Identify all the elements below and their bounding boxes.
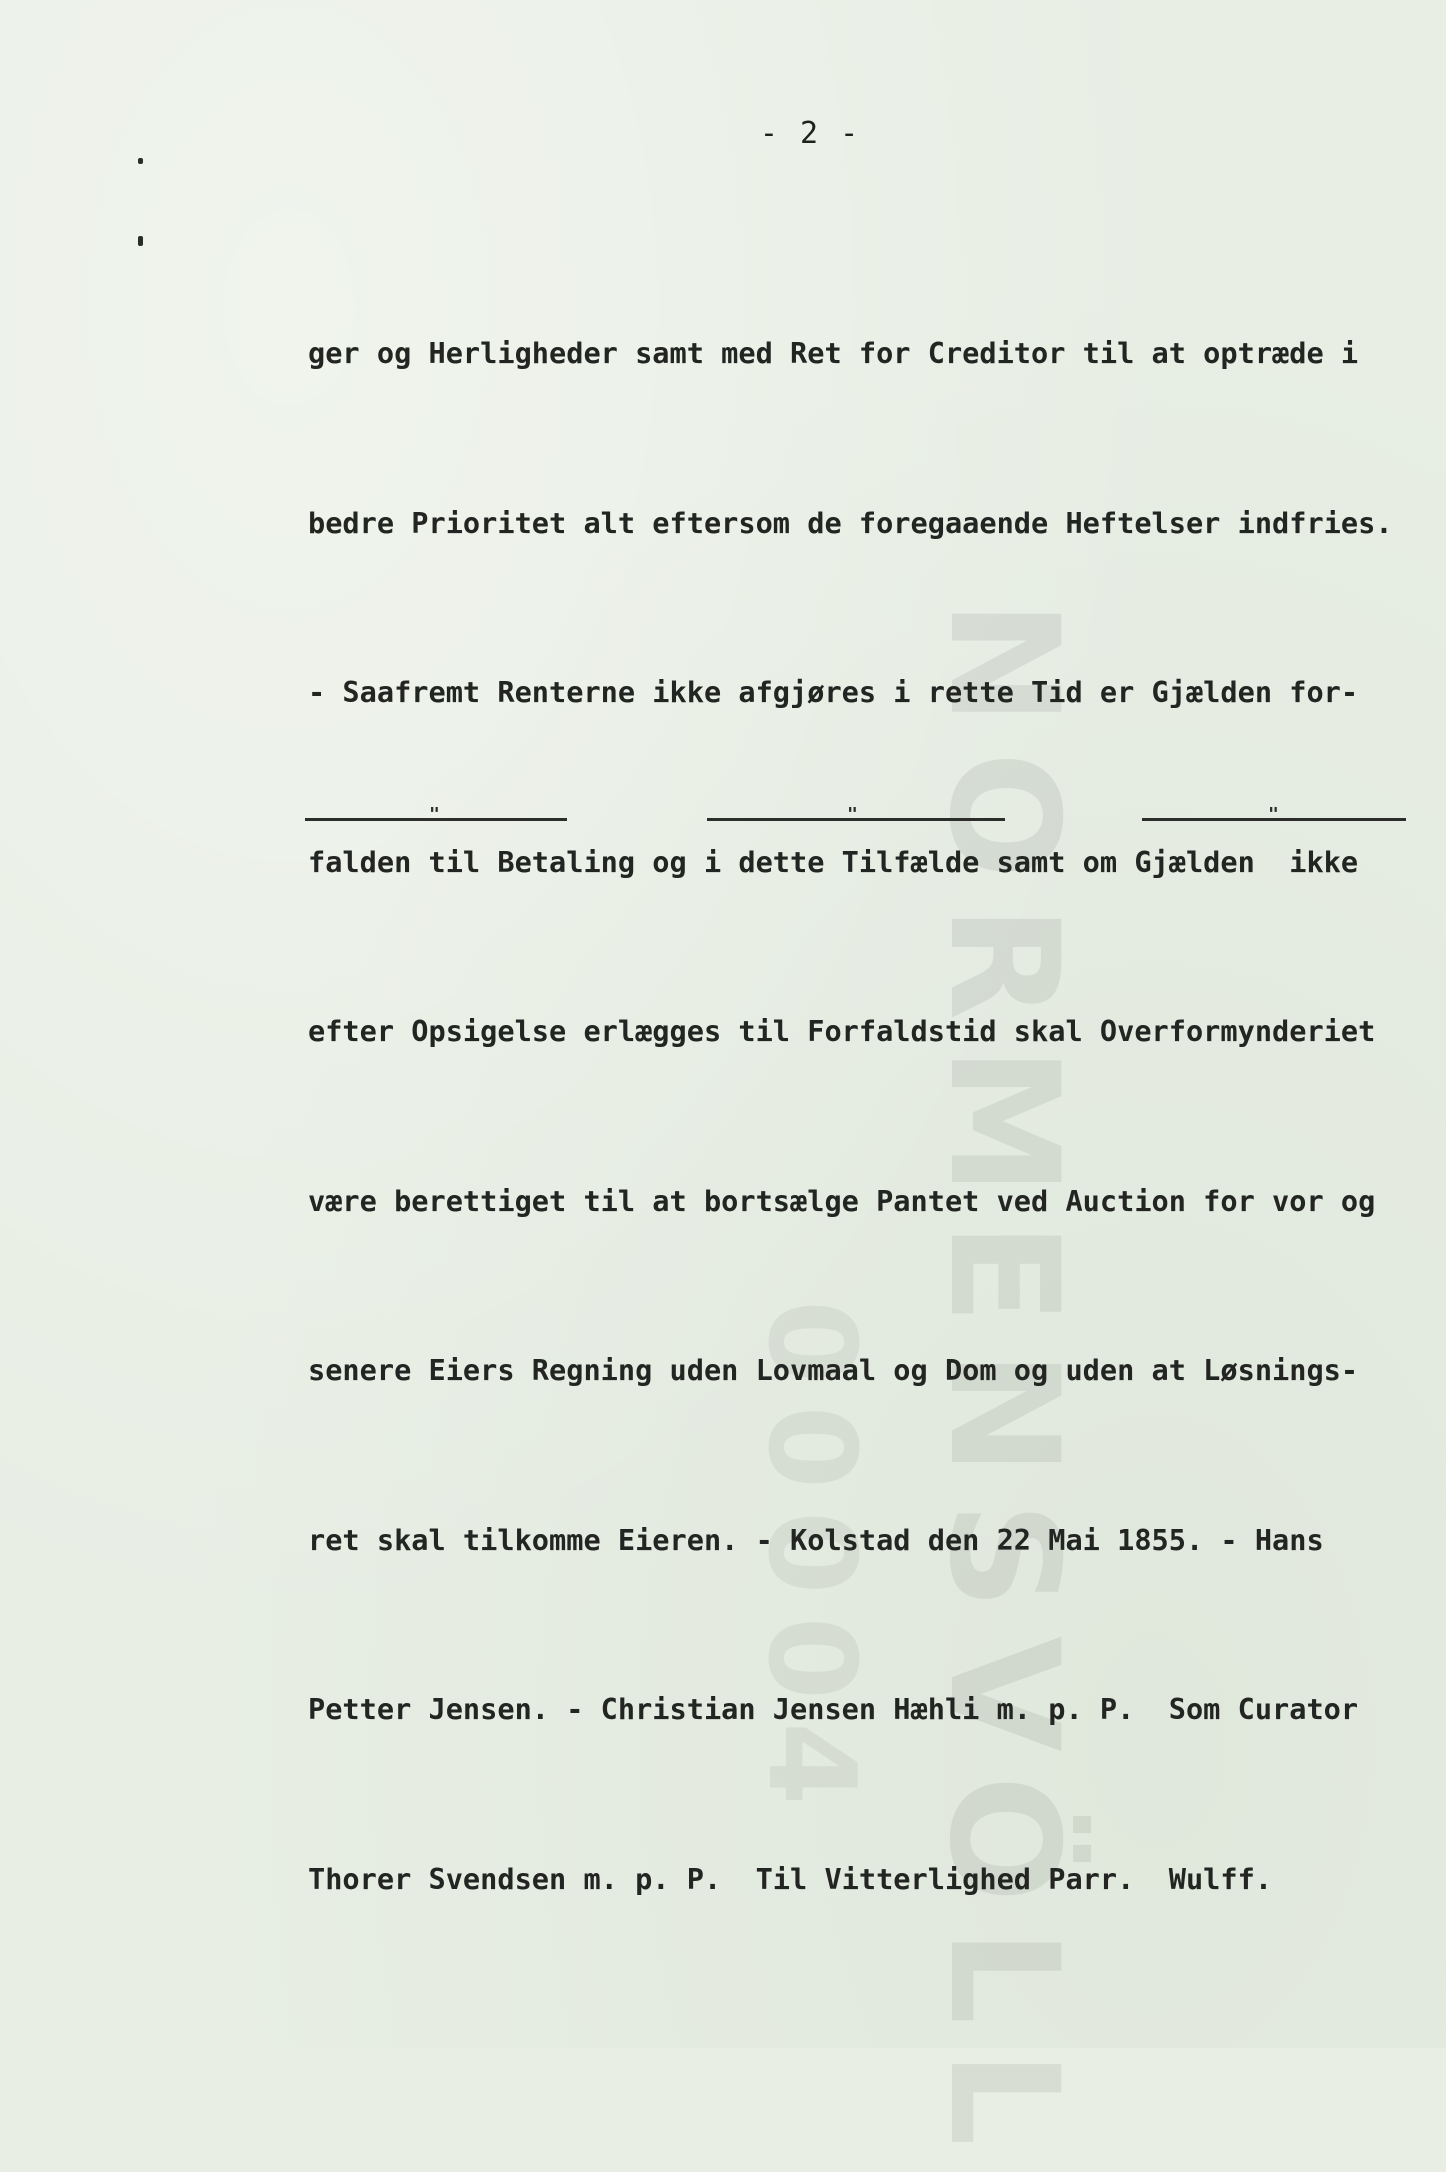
divider-mark: " — [429, 804, 440, 825]
margin-mark — [138, 236, 143, 246]
text-line: være berettiget til at bortsælge Pantet ved Auction for vor og — [308, 1183, 1376, 1218]
divider-line — [305, 804, 567, 825]
divider-mark: " — [1268, 804, 1279, 825]
page-number: - 2 - — [759, 116, 861, 151]
closing-dividers — [0, 804, 1446, 834]
text-line: bedre Prioritet alt eftersom de foregaaende Heftelser indfries. — [308, 505, 1393, 540]
divider-mark: " — [847, 804, 858, 825]
margin-mark — [138, 158, 143, 164]
text-line: senere Eiers Regning uden Lovmaal og Dom og uden at Løsnings- — [308, 1353, 1359, 1387]
text-line: ger og Herligheder samt med Ret for Creditor til at optræde i — [308, 336, 1359, 370]
text-line: ret skal tilkomme Eieren. - Kolstad den 22 Mai 1855. - Hans — [308, 1522, 1324, 1557]
text-line: Thorer Svendsen m. p. P. Til Vitterlighed Parr. Wulff. — [308, 1861, 1273, 1896]
divider-line — [1142, 804, 1406, 825]
divider-line — [707, 804, 1005, 825]
text-line: Petter Jensen. - Christian Jensen Hæhli m. p. P. Som Curator — [308, 1692, 1359, 1726]
body-text — [308, 212, 1408, 2020]
document-page: NORMENSVÖLL 00004 - 2 - ger og Herligheder samt med Ret for Creditor til at optræde i bedre Prioritet alt eftersom de foregaaende Heftelser indfries. - Saafremt Renterne ikke afgjøres i rette Tid er Gjælden for- falden til Betaling og i dette Tilfælde samt om Gjælden ikke efter Opsigelse erlægges til Forfaldstid skal Overformynderiet være berettiget til at bortsælge Pantet ved Auction for vor og senere Eiers Regning uden Lovmaal og Dom og uden at Løsnings- ret skal tilkomme Eieren. - Kolstad den 22 Mai 1855. - Hans Petter Jensen. - Christian Jensen Hæhli m. p. P. Som Curator Thorer Svendsen m. p. P. Til Vitterlighed Parr. Wulff. " " " — [0, 0, 1446, 2048]
watermark-code: 00004 — [741, 1300, 880, 1828]
text-line: falden til Betaling og i dette Tilfælde samt om Gjælden ikke — [308, 844, 1359, 879]
text-line: - Saafremt Renterne ikke afgjøres i rette Tid er Gjælden for- — [308, 675, 1359, 709]
text-line: efter Opsigelse erlægges til Forfaldstid skal Overformynderiet — [308, 1014, 1376, 1048]
